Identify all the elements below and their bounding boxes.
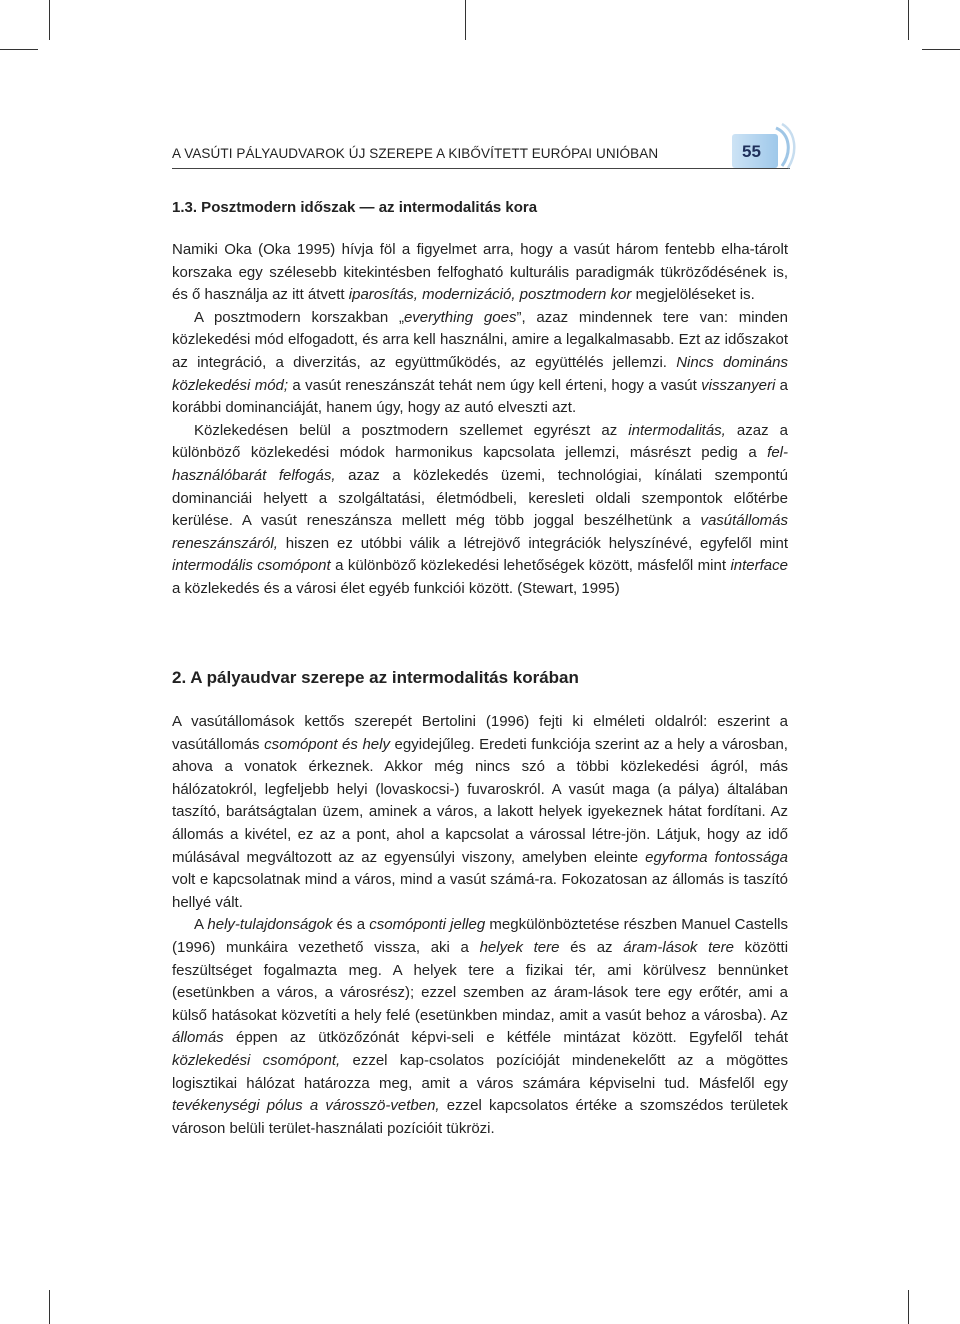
italic-run: iparosítás, modernizáció, posztmodern kor (348, 286, 632, 304)
italic-run: csomópont és hely (264, 735, 390, 753)
paragraph (172, 711, 788, 914)
italic-run: csomóponti jelleg (369, 916, 486, 934)
paragraph (172, 420, 788, 601)
italic-run: interface (730, 557, 788, 575)
chapter-body (172, 711, 788, 1140)
crop-mark-top-right-v (908, 0, 909, 40)
text-run: a korábbi dominanciáját, hanem úgy, hogy az autó elveszti azt. (172, 376, 788, 417)
text-run: A (194, 916, 208, 934)
crop-mark-bottom-right-v (908, 1290, 909, 1324)
text-run: volt e kapcsolatnak mind a város, mind a vasút számá-ra. Fokozatosan az állomás is taszító hellyé vált. (172, 871, 788, 911)
text-run: éppen az ütközőzónát képvi-seli e kétféle mintázat között. Egyfelől tehát (223, 1029, 788, 1047)
text-run: és az (559, 938, 624, 956)
text-run: közötti feszültséget fogalmazta meg. A helyek tere a fizikai tér, ami körülvesz bennünket (esetünkben a város, a városrész); ezzel szemben az áram-lások tere egy erőtér, ami a külső hatásokat közvetíti a hely felé (esetünkben mindaz, amit a vasút behoz a városba). Az (172, 938, 789, 1024)
page-number: 55 (742, 142, 761, 161)
text-run: a vasút reneszánszát tehát nem úgy kell érteni, hogy a vasút (288, 376, 702, 394)
italic-run: vasútállomás reneszánszáról, (172, 512, 788, 552)
italic-run: állomás (172, 1029, 224, 1047)
text-run: a különböző közlekedési lehetőségek között, másfelől mint (330, 557, 731, 575)
text-run: Közlekedésen belül a posztmodern szellemet egyrészt az (194, 421, 629, 439)
text-run: és a (332, 916, 370, 934)
italic-run: visszanyeri (701, 376, 776, 394)
italic-run: fel-használóbarát felfogás, (172, 444, 788, 484)
text-run: a közlekedés és a városi élet egyéb funkciói között. (Stewart, 1995) (172, 579, 620, 597)
paragraph (172, 914, 788, 1140)
section-title: 1.3. Posztmodern időszak — az intermodalitás kora (172, 199, 538, 216)
italic-run: közlekedési csomópont, (172, 1051, 341, 1069)
text-run: azaz a különböző közlekedési módok harmonikus kapcsolata jellemzi, másrészt pedig a (172, 421, 788, 462)
italic-run: egyforma fontossága (645, 848, 788, 866)
crop-mark-bottom-left-v (49, 1290, 50, 1324)
header-rule (172, 168, 790, 169)
text-run: megkülönböztetése részben Manuel Castells (1996) munkáira vezethető vissza, aki a (172, 916, 788, 956)
paragraph (172, 239, 788, 307)
italic-run: hely-tulajdonságok (207, 916, 333, 934)
text-run: ”, azaz mindennek tere van: minden közlekedési mód elfogadott, és arra kell használni, amire a legalkalmasabb. Ezt az időszakot az integráció, a diverzitás, az együttműködés, az együttélés jellemzi. (172, 308, 788, 371)
text-run: megjelöléseket is. (631, 286, 755, 304)
page-number-badge (726, 122, 798, 170)
italic-run: Nincs domináns közlekedési mód; (172, 353, 788, 394)
italic-run: helyek tere (479, 938, 560, 956)
text-run: A posztmodern korszakban „ (194, 308, 404, 326)
section-body (172, 239, 788, 601)
italic-run: intermodalitás, (628, 421, 726, 439)
text-run: azaz a közlekedés üzemi, technológiai, kínálati szempontú dominanciái helyett a szolgáltatási, életmódbeli, keresleti oldali szempontok előtérbe kerülése. A vasút reneszánsza mellett még több joggal beszélhetünk a (172, 466, 788, 530)
text-run: egyidejűleg. Eredeti funkciója szerint az a hely a városban, ahova a vonatok érkeznek. Akkor még nincs szó a többi közlekedési ágról, más hálózatokról, legfeljebb helyi (lovaskocsi-) fuvaroskról. A vasút maga (a pálya) általában taszító, barátságtalan üzem, aminek a város, a lakott helyek igyekeznek hátat fordítani. Az állomás a kivétel, ez az a pont, ahol a kapcsolat a várossal létre-jön. Látjuk, hogy az idő múlásával megváltozott az az egyensúlyi viszony, amelyben eleinte (172, 735, 788, 866)
text-run: A vasútállomások kettős szerepét Bertolini (1996) fejti ki elméleti oldalról: eszerint a vasútállomás (172, 713, 788, 753)
page-badge-swoosh-icon (726, 122, 798, 170)
text-run: ezzel kap-csolatos pozícióját mindenekelőtt az a mögöttes logisztikai hálózat határozza meg, amit a város számára képviselni tud. Másfelől egy (172, 1051, 788, 1092)
italic-run: áram-lások tere (623, 938, 734, 956)
italic-run: everything goes (403, 308, 517, 326)
chapter-title: 2. A pályaudvar szerepe az intermodalitás korában (172, 668, 579, 687)
text-run: Namiki Oka (Oka 1995) hívja föl a figyelmet arra, hogy a vasút három fentebb elha-tárolt korszaka egy szélesebb kitekintésben felfogható kulturális paradigmák tükröződésének is, és ő használja az itt átvett (172, 241, 788, 304)
crop-mark-top-right-h (922, 49, 960, 50)
italic-run: intermodális csomópont (172, 557, 331, 575)
text-run: ezzel kapcsolatos értéke a szomszédos területek városon belüli terület-használati pozícióit tükrözi. (172, 1097, 788, 1137)
paragraph (172, 307, 788, 420)
crop-mark-top-left-h (0, 49, 38, 50)
running-header: A VASÚTI PÁLYAUDVAROK ÚJ SZEREPE A KIBŐVÍTETT EURÓPAI UNIÓBAN (172, 146, 659, 161)
italic-run: tevékenységi pólus a városszö-vetben, (172, 1097, 440, 1115)
text-run: hiszen ez utóbbi válik a létrejövő integrációk helyszínévé, egyfelől mint (277, 534, 788, 552)
crop-mark-top-mid-v (465, 0, 466, 40)
crop-mark-top-left-v (49, 0, 50, 40)
